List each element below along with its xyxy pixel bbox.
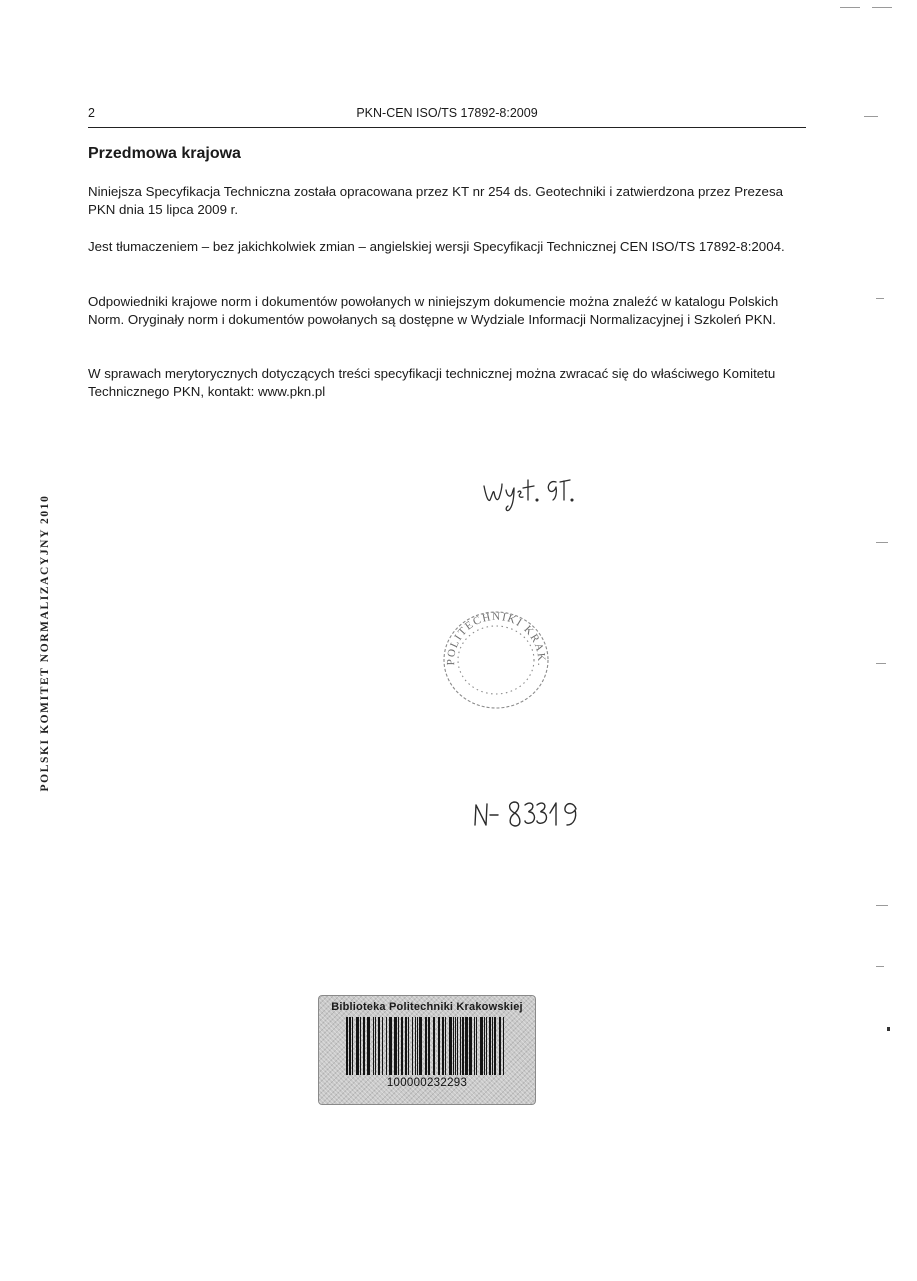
scan-speck	[876, 905, 888, 906]
scan-speck	[876, 542, 888, 543]
barcode-bar	[415, 1017, 416, 1075]
barcode-bar	[492, 1017, 493, 1075]
page-header	[88, 106, 806, 126]
barcode-bar	[442, 1017, 444, 1075]
barcode-bar	[486, 1017, 487, 1075]
scan-speck	[876, 966, 884, 967]
barcode-bar	[449, 1017, 452, 1075]
barcode-bar	[375, 1017, 376, 1075]
scan-speck	[876, 298, 884, 299]
barcode-bar	[386, 1017, 387, 1075]
paragraph-approval: Niniejsza Specyfikacja Techniczna została opracowana przez KT nr 254 ds. Geotechniki i zatwierdzona przez Prezesa PKN dnia 15 lipca 2009 r.	[88, 184, 783, 217]
barcode-bar	[480, 1017, 483, 1075]
barcode-bar	[455, 1017, 456, 1075]
scan-speck	[840, 7, 860, 8]
barcode-bar	[457, 1017, 458, 1075]
barcode-bar	[349, 1017, 351, 1075]
barcode-bar	[425, 1017, 427, 1075]
barcode-bar	[363, 1017, 365, 1075]
library-stamp	[438, 604, 554, 712]
barcode-bar	[360, 1017, 361, 1075]
header-rule	[88, 127, 806, 128]
barcode-bar	[499, 1017, 501, 1075]
barcode-bar	[401, 1017, 403, 1075]
stamp-text: POLITECHNIKI KRAK.	[445, 610, 548, 668]
barcode-bar	[428, 1017, 430, 1075]
barcode-bar	[394, 1017, 397, 1075]
barcode-number: 100000232293	[386, 1077, 468, 1089]
handwritten-note-wyst	[480, 470, 575, 520]
barcode-bar	[373, 1017, 374, 1075]
paragraph-references: Odpowiedniki krajowe norm i dokumentów powołanych w niniejszym dokumencie można znaleźć w katalogu Polskich Norm. Oryginały norm i dokumentów powołanych są dostępne w Wydziale Informacji Normalizacyjnej i Szkoleń PKN.	[88, 294, 779, 327]
scan-speck	[876, 663, 886, 664]
barcode-bar	[412, 1017, 413, 1075]
barcode-library-name: Biblioteka Politechniki Krakowskiej	[331, 1001, 523, 1013]
scan-speck	[864, 116, 878, 117]
barcode-bar	[382, 1017, 383, 1075]
side-watermark-text: POLSKI KOMITET NORMALIZACYJNY 2010	[39, 494, 51, 791]
page-number: 2	[88, 106, 95, 120]
barcode-bar	[419, 1017, 422, 1075]
barcode-bar	[445, 1017, 446, 1075]
barcode-bar	[408, 1017, 409, 1075]
barcode-bar	[367, 1017, 370, 1075]
barcode-bar	[462, 1017, 464, 1075]
barcode-bar	[433, 1017, 435, 1075]
barcode-bar	[469, 1017, 472, 1075]
barcode-bar	[378, 1017, 380, 1075]
scan-speck	[887, 1027, 890, 1031]
barcode-bar	[346, 1017, 348, 1075]
barcode-bar	[352, 1017, 353, 1075]
document-code: PKN-CEN ISO/TS 17892-8:2009	[356, 106, 538, 120]
side-watermark	[38, 470, 52, 815]
barcode-bar	[474, 1017, 475, 1075]
paragraph-translation: Jest tłumaczeniem – bez jakichkolwiek zmian – angielskiej wersji Specyfikacji Technicznej CEN ISO/TS 17892-8:2004.	[88, 239, 785, 254]
barcode-bar	[476, 1017, 477, 1075]
barcode-bar	[460, 1017, 461, 1075]
barcode-bar	[389, 1017, 392, 1075]
paragraph-contact: W sprawach merytorycznych dotyczących treści specyfikacji technicznej można zwracać się do właściwego Komitetu Technicznego PKN, kontakt: www.pkn.pl	[88, 366, 776, 399]
barcode-bar	[503, 1017, 504, 1075]
barcode-bar	[465, 1017, 468, 1075]
barcode-bar	[484, 1017, 485, 1075]
barcode-bar	[489, 1017, 491, 1075]
barcode-label	[318, 995, 536, 1105]
barcode-bar	[417, 1017, 418, 1075]
barcode-bar	[398, 1017, 399, 1075]
barcode-bar	[405, 1017, 407, 1075]
barcode	[344, 1017, 510, 1075]
barcode-bar	[453, 1017, 454, 1075]
barcode-bar	[438, 1017, 440, 1075]
section-title: Przedmowa krajowa	[88, 145, 241, 162]
handwritten-inventory-number	[470, 795, 585, 835]
scan-speck	[872, 7, 892, 8]
barcode-bar	[494, 1017, 496, 1075]
barcode-bar	[356, 1017, 359, 1075]
